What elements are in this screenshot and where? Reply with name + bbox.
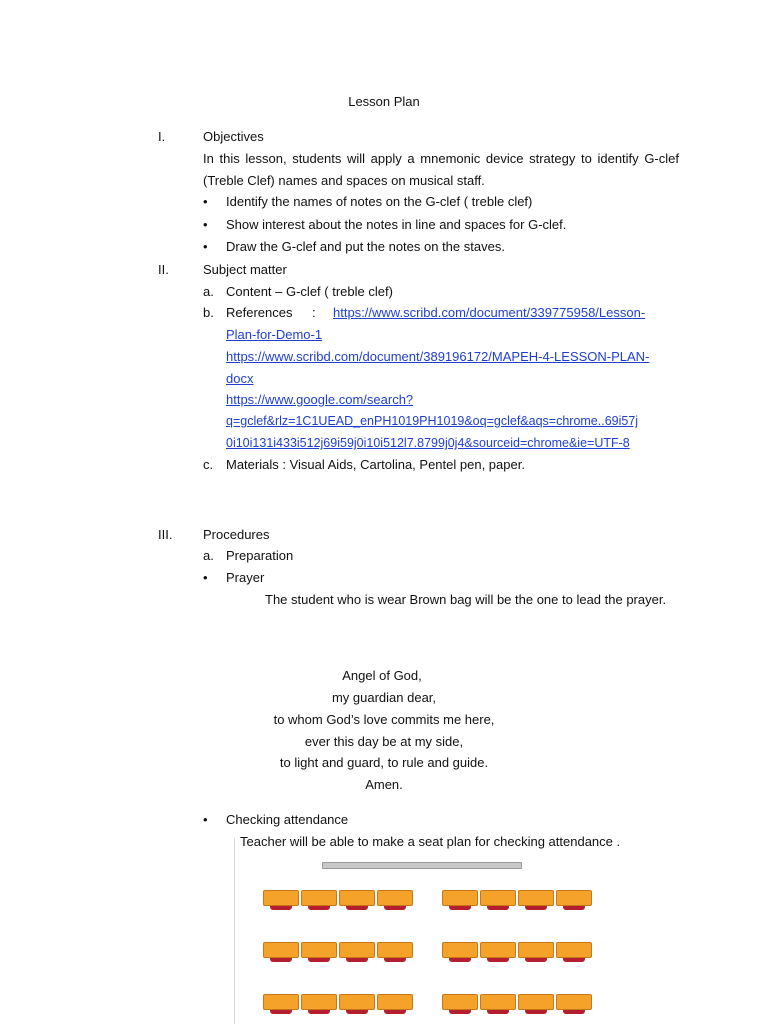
desk-seat — [377, 994, 413, 1010]
item-letter-b: b. — [203, 305, 214, 320]
classroom-board — [322, 862, 522, 869]
figure-border — [234, 838, 235, 1024]
reference-link-2-cont[interactable]: docx — [226, 371, 254, 386]
seat-group — [442, 942, 592, 958]
section-heading-subject-matter: Subject matter — [203, 262, 287, 277]
seat-group — [442, 890, 592, 906]
section-numeral-1: I. — [158, 129, 166, 144]
desk-seat — [377, 890, 413, 906]
seat-group — [263, 890, 413, 906]
prayer-instruction: The student who is wear Brown bag will be the one to lead the prayer. — [265, 592, 667, 607]
attendance-label: Checking attendance — [226, 812, 349, 827]
bullet-marker: • — [203, 570, 208, 585]
desk-seat — [339, 994, 375, 1010]
desk-seat — [480, 890, 516, 906]
desk-seat — [556, 942, 592, 958]
preparation-text: Preparation — [226, 548, 294, 563]
item-letter-c: c. — [203, 457, 214, 472]
section-heading-procedures: Procedures — [203, 527, 270, 542]
section-heading-objectives: Objectives — [203, 129, 264, 144]
reference-link-3-cont[interactable]: q=gclef&rlz=1C1UEAD_enPH1019PH1019&oq=gclef&aqs=chrome..69i57j — [226, 414, 639, 428]
poem-line: to whom God’s love commits me here, — [273, 712, 495, 727]
seat-group — [442, 994, 592, 1010]
section-numeral-2: II. — [158, 262, 169, 277]
poem-line: ever this day be at my side, — [304, 734, 464, 749]
desk-seat — [442, 942, 478, 958]
desk-seat — [301, 942, 337, 958]
desk-seat — [518, 942, 554, 958]
objective-item-1: Identify the names of notes on the G-clef ( treble clef) — [226, 194, 533, 209]
objectives-intro: In this lesson, students will apply a mnemonic device strategy to identify G-clef (Treble Clef) names and spaces on musical staff. — [203, 151, 679, 188]
objective-item-2: Show interest about the notes in line and spaces for G-clef. — [226, 217, 567, 232]
reference-link-3[interactable]: https://www.google.com/search? — [226, 392, 414, 407]
desk-seat — [480, 994, 516, 1010]
section-numeral-3: III. — [158, 527, 173, 542]
references-colon: : — [312, 305, 316, 320]
seat-group — [263, 994, 413, 1010]
desk-seat — [556, 994, 592, 1010]
reference-link-1-cont[interactable]: Plan-for-Demo-1 — [226, 327, 323, 342]
item-letter-a: a. — [203, 548, 214, 563]
seat-group — [263, 942, 413, 958]
prayer-label: Prayer — [226, 570, 265, 585]
desk-seat — [339, 890, 375, 906]
reference-link-3-cont[interactable]: 0i10i131i433i512j69i59j0i10i512l7.8799j0j4&sourceid=chrome&ie=UTF-8 — [226, 436, 630, 450]
document-title: Lesson Plan — [348, 94, 420, 109]
references-label: References — [226, 305, 293, 320]
materials-text: Materials : Visual Aids, Cartolina, Pentel pen, paper. — [226, 457, 525, 472]
bullet-marker: • — [203, 217, 208, 232]
poem-line: to light and guard, to rule and guide. — [279, 755, 489, 770]
desk-seat — [263, 994, 299, 1010]
desk-seat — [301, 890, 337, 906]
poem-line: my guardian dear, — [331, 690, 437, 705]
desk-seat — [263, 890, 299, 906]
bullet-marker: • — [203, 812, 208, 827]
reference-link-1[interactable]: https://www.scribd.com/document/339775958/Lesson- — [333, 305, 646, 320]
reference-link-2[interactable]: https://www.scribd.com/document/389196172/MAPEH-4-LESSON-PLAN- — [226, 349, 650, 364]
desk-seat — [556, 890, 592, 906]
poem-line: Amen. — [365, 777, 403, 792]
item-letter-a: a. — [203, 284, 214, 299]
desk-seat — [442, 994, 478, 1010]
desk-seat — [442, 890, 478, 906]
desk-seat — [377, 942, 413, 958]
objective-item-3: Draw the G-clef and put the notes on the staves. — [226, 239, 505, 254]
desk-seat — [301, 994, 337, 1010]
desk-seat — [480, 942, 516, 958]
poem-line: Angel of God, — [342, 668, 422, 683]
desk-seat — [339, 942, 375, 958]
bullet-marker: • — [203, 194, 208, 209]
bullet-marker: • — [203, 239, 208, 254]
desk-seat — [518, 994, 554, 1010]
attendance-text: Teacher will be able to make a seat plan for checking attendance . — [240, 834, 621, 849]
desk-seat — [518, 890, 554, 906]
desk-seat — [263, 942, 299, 958]
content-text: Content – G-clef ( treble clef) — [226, 284, 393, 299]
